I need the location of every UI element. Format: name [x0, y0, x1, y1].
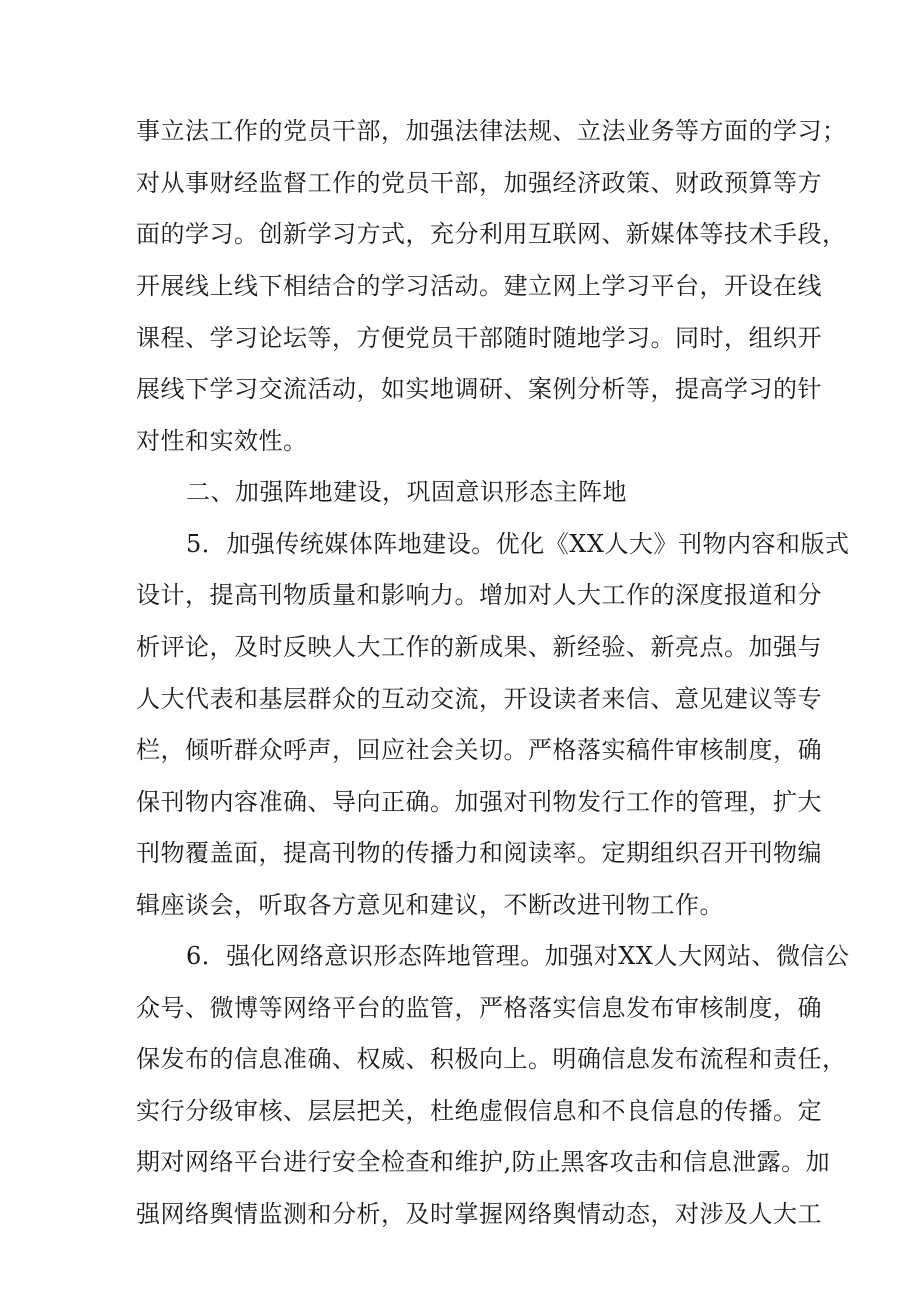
text-line: 对从事财经监督工作的党员干部，加强经济政策、财政预算等方	[136, 169, 822, 197]
text-line: 强网络舆情监测和分析，及时掌握网络舆情动态，对涉及人大工	[136, 1200, 822, 1228]
text-line: 众号、微博等网络平台的监管，严格落实信息发布审核制度，确	[136, 994, 822, 1022]
text-line: 保刊物内容准确、导向正确。加强对刊物发行工作的管理，扩大	[136, 788, 822, 816]
text-line: 开展线上线下相结合的学习活动。建立网上学习平台，开设在线	[136, 272, 822, 300]
text-line: 实行分级审核、层层把关，杜绝虚假信息和不良信息的传播。定	[136, 1097, 822, 1125]
section-heading: 二、加强阵地建设，巩固意识形态主阵地	[186, 478, 627, 506]
text-line: 期对网络平台进行安全检查和维护,防止黑客攻击和信息泄露。加	[136, 1148, 831, 1176]
text-line: 保发布的信息准确、权威、积极向上。明确信息发布流程和责任，	[136, 1045, 847, 1073]
text-line: 展线下学习交流活动，如实地调研、案例分析等，提高学习的针	[136, 375, 822, 403]
text-line: 析评论，及时反映人大工作的新成果、新经验、新亮点。加强与	[136, 633, 822, 661]
text-line: 设计，提高刊物质量和影响力。增加对人大工作的深度报道和分	[136, 581, 822, 609]
text-line: 对性和实效性。	[136, 427, 308, 455]
text-line: 面的学习。创新学习方式，充分利用互联网、新媒体等技术手段，	[136, 220, 847, 248]
text-line: 事立法工作的党员干部，加强法律法规、立法业务等方面的学习；	[136, 117, 847, 145]
text-line: 人大代表和基层群众的互动交流，开设读者来信、意见建议等专	[136, 685, 822, 713]
paragraph-start: 6．强化网络意识形态阵地管理。加强对XX人大网站、微信公	[186, 942, 850, 970]
text-line: 刊物覆盖面，提高刊物的传播力和阅读率。定期组织召开刊物编	[136, 839, 822, 867]
text-line: 栏，倾听群众呼声，回应社会关切。严格落实稿件审核制度，确	[136, 736, 822, 764]
text-line: 辑座谈会，听取各方意见和建议，不断改进刊物工作。	[136, 891, 724, 919]
paragraph-start: 5．加强传统媒体阵地建设。优化《XX人大》刊物内容和版式	[186, 530, 850, 558]
text-line: 课程、学习论坛等，方便党员干部随时随地学习。同时，组织开	[136, 324, 822, 352]
